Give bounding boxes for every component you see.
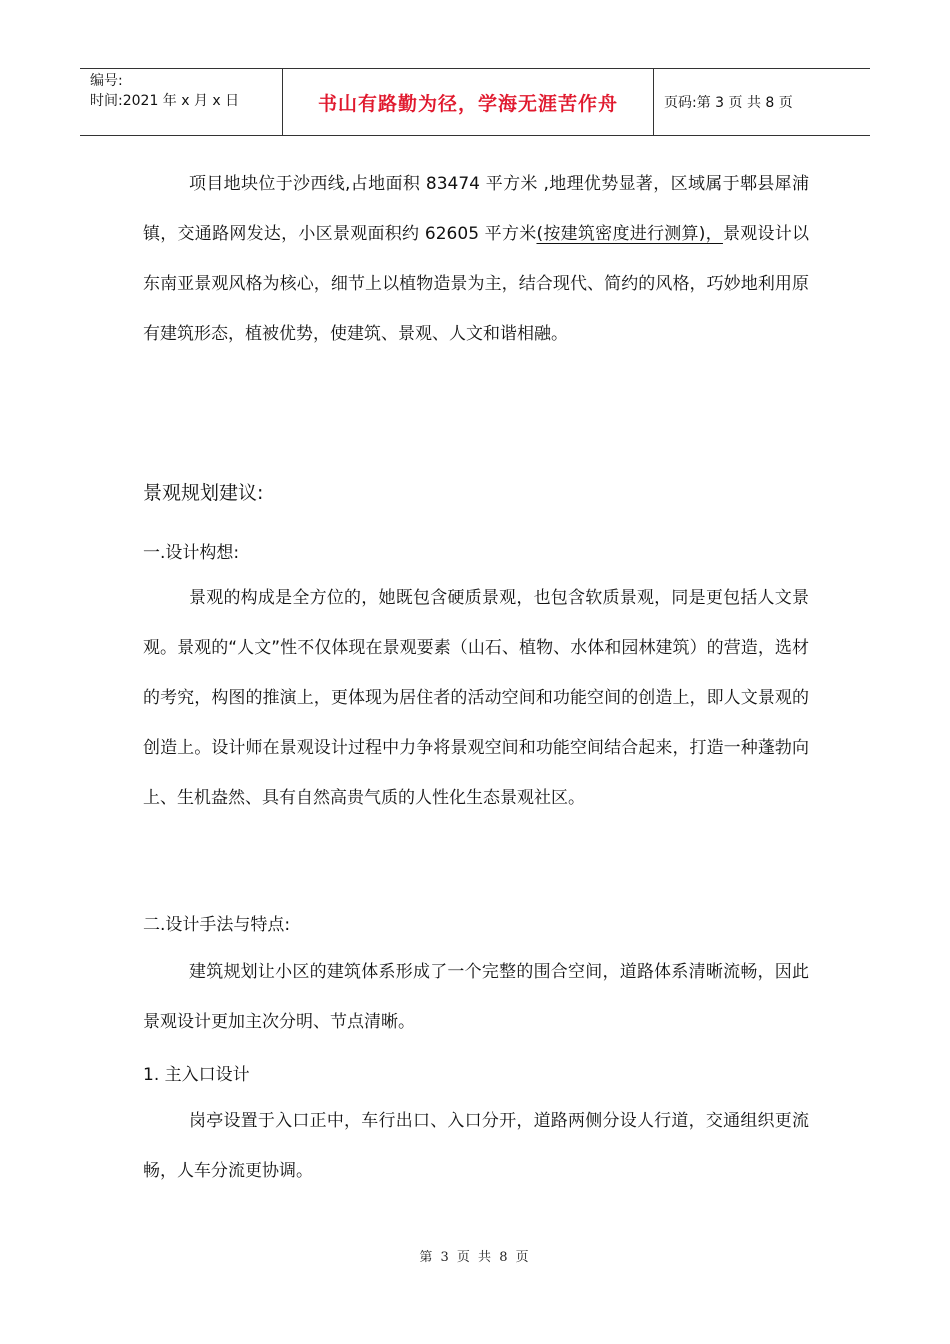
page-footer: 第 3 页 共 8 页: [419, 1250, 531, 1265]
intro-text-b: 景观设计以东南亚景观风格为核心，细节上以植物造景为主，结合现代、简约的风格，巧妙地利用原有建筑形态，植被优势，使建筑、景观、人文和谐相融。: [143, 224, 810, 344]
section2-title: 二.设计手法与特点:: [143, 915, 291, 935]
item1-title: 1. 主入口设计: [143, 1065, 250, 1085]
document-number-label: 编号:: [90, 73, 123, 89]
section1-title: 一.设计构想:: [143, 543, 240, 563]
header-page-info: 页码:第 3 页 共 8 页: [664, 95, 793, 111]
header-page-info-cell: [654, 69, 870, 135]
document-date: 时间:2021 年 x 月 x 日: [90, 93, 240, 109]
section2-paragraph: 建筑规划让小区的建筑体系形成了一个完整的围合空间，道路体系清晰流畅，因此景观设计更加主次分明、节点清晰。: [143, 962, 809, 1032]
page-header: [80, 68, 870, 136]
intro-text-underlined: (按建筑密度进行测算)，: [536, 224, 723, 244]
section1-paragraph: 景观的构成是全方位的，她既包含硬质景观，也包含软质景观，同是更包括人文景观。景观的“人文”性不仅体现在景观要素（山石、植物、水体和园林建筑）的营造，选材的考究，构图的推演上，更体现为居住者的活动空间和功能空间的创造上，即人文景观的创造上。设计师在景观设计过程中力争将景观空间和功能空间结合起来，打造一种蓬勃向上、生机盎然、具有自然高贵气质的人性化生态景观社区。: [143, 588, 809, 808]
intro-paragraph: [143, 159, 809, 359]
header-motto-cell: [282, 69, 654, 135]
header-motto: 书山有路勤为径，学海无涯苦作舟: [317, 92, 618, 115]
intro-text-a: 项目地块位于沙西线,占地面积 83474 平方米 ,地理优势显著，区域属于郫县犀浦镇，交通路网发达，小区景观面积约 62605 平方米: [143, 174, 809, 244]
section-heading: 景观规划建议:: [143, 482, 264, 504]
header-meta: [80, 69, 282, 135]
item1-paragraph: 岗亭设置于入口正中，车行出口、入口分开，道路两侧分设人行道，交通组织更流畅，人车分流更协调。: [143, 1111, 809, 1181]
